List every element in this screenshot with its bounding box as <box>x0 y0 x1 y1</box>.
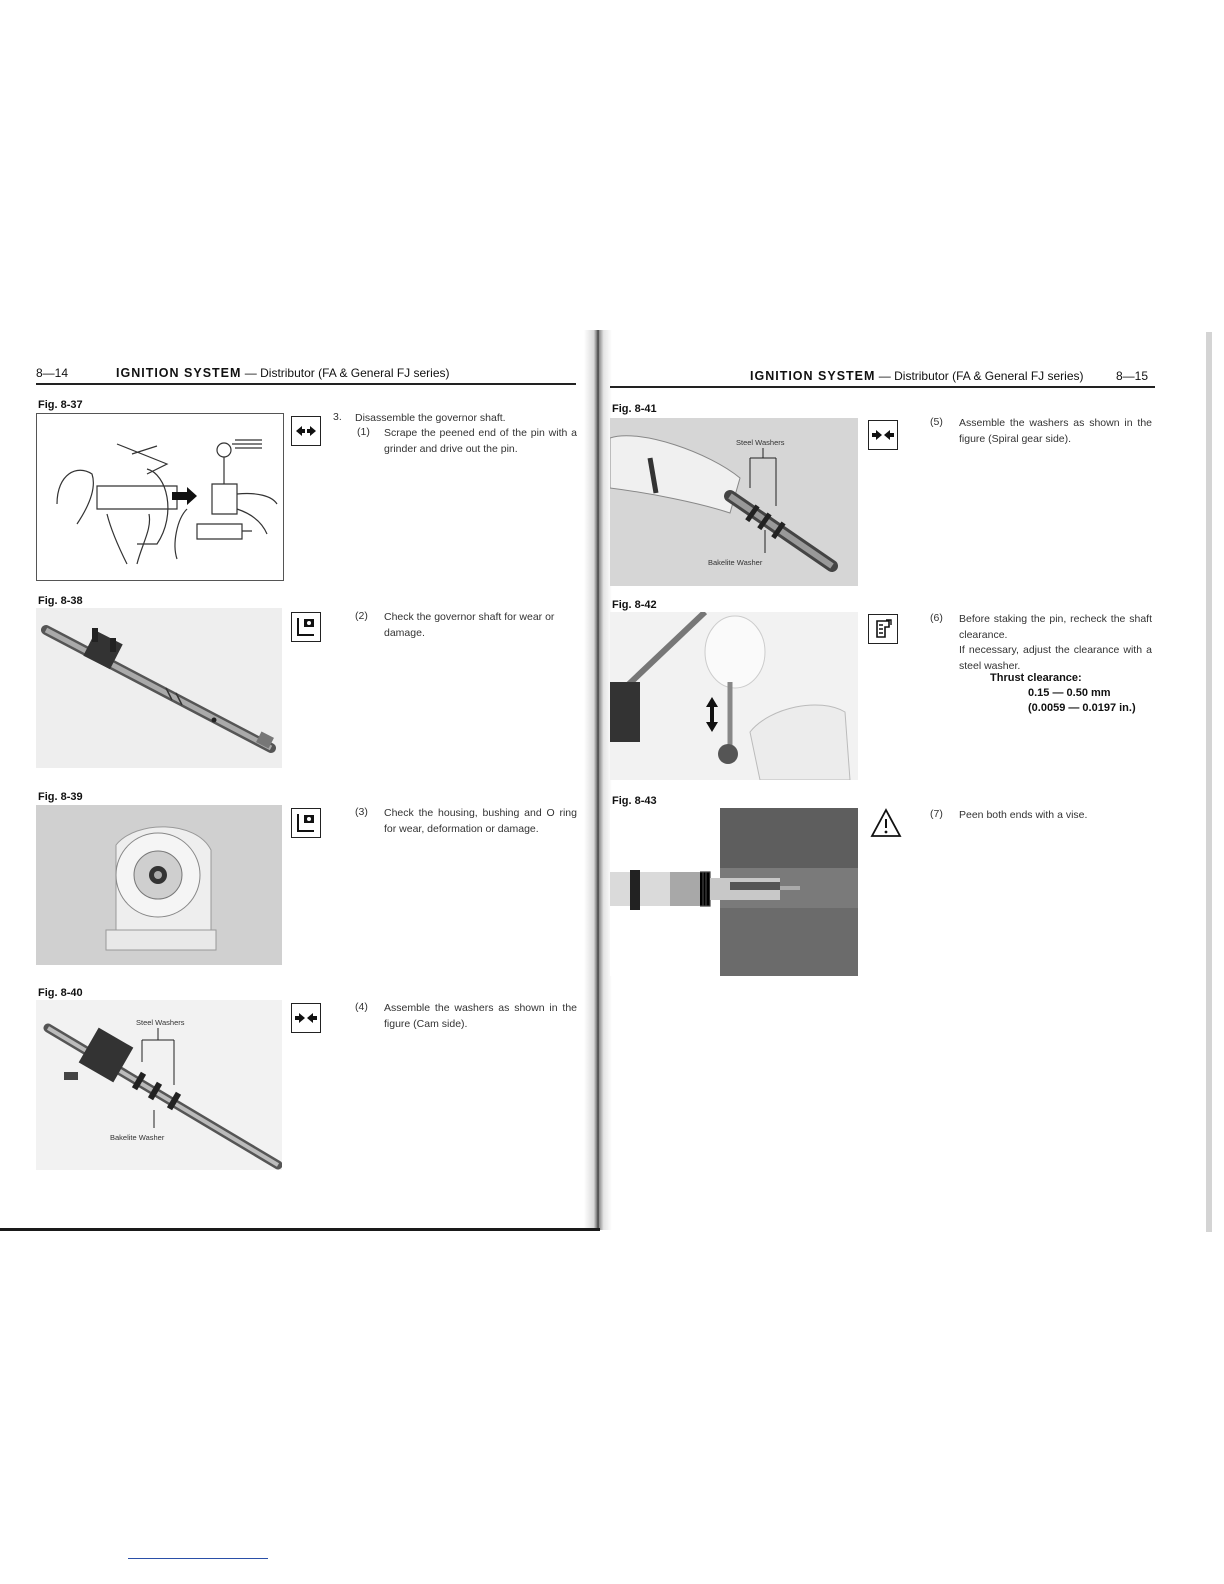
book-spine <box>584 330 612 1230</box>
steel-washers-label: Steel Washers <box>736 438 785 447</box>
fig-8-39-photo <box>36 805 282 965</box>
page-right-edge <box>1206 332 1212 1232</box>
step-3-text: Disassemble the governor shaft. <box>355 412 506 424</box>
fig-label: Fig. 8-40 <box>38 987 83 999</box>
measure-hand-icon <box>868 614 898 644</box>
step-2-number: (2) <box>355 610 368 622</box>
step-6-text-b: If necessary, adjust the clearance with a steel washer. <box>959 644 1152 672</box>
left-section-subtitle: — Distributor (FA & General FJ series) <box>241 366 450 380</box>
shaft-clearance-measurement-photo <box>610 612 858 780</box>
fig-label: Fig. 8-41 <box>612 403 657 415</box>
right-page-header <box>750 369 1084 383</box>
fig-8-37-illustration <box>36 413 284 581</box>
fig-label: Fig. 8-39 <box>38 791 83 803</box>
assemble-arrows-icon <box>291 1003 321 1033</box>
left-page-header <box>116 366 450 380</box>
step-7-text: Peen both ends with a vise. <box>959 809 1088 821</box>
left-header-rule <box>36 383 576 385</box>
fig-label: Fig. 8-42 <box>612 599 657 611</box>
bakelite-washer-label: Bakelite Washer <box>110 1133 165 1142</box>
right-page-number: 8—15 <box>1116 369 1149 383</box>
distributor-housing-photo <box>36 805 282 965</box>
step-2-text: Check the governor shaft for wear or damage. <box>384 611 555 639</box>
fig-label: Fig. 8-43 <box>612 795 657 807</box>
step-3b-text: Check the housing, bushing and O ring for wear, deformation or damage. <box>384 807 577 835</box>
fig-8-41-photo <box>610 418 858 586</box>
step-5-text: Assemble the washers as shown in the figure (Spiral gear side). <box>959 417 1152 445</box>
inspection-eye-icon <box>291 612 321 642</box>
step-3-number: 3. <box>333 411 342 423</box>
assemble-arrows-icon <box>868 420 898 450</box>
fig-8-38-photo <box>36 608 282 768</box>
fig-label: Fig. 8-37 <box>38 399 83 411</box>
right-section-subtitle: — Distributor (FA & General FJ series) <box>875 369 1084 383</box>
page-bottom-edge <box>0 1228 600 1231</box>
footer-link-underline <box>128 1558 268 1559</box>
step-1-number: (1) <box>357 426 370 438</box>
step-1-text: Scrape the peened end of the pin with a grinder and drive out the pin. <box>384 427 577 455</box>
step-4-text: Assemble the washers as shown in the figure (Cam side). <box>384 1002 577 1030</box>
bakelite-washer-label: Bakelite Washer <box>708 558 763 567</box>
thrust-clearance-in: (0.0059 — 0.0197 in.) <box>1028 702 1136 714</box>
caution-triangle-icon <box>870 808 902 838</box>
steel-washers-label: Steel Washers <box>136 1018 185 1027</box>
left-section-title: IGNITION SYSTEM <box>116 366 242 380</box>
thrust-clearance-mm: 0.15 — 0.50 mm <box>1028 687 1111 699</box>
right-header-rule <box>610 386 1155 388</box>
fig-8-42-photo <box>610 612 858 780</box>
step-7-number: (7) <box>930 808 943 820</box>
left-page-number: 8—14 <box>36 366 69 380</box>
governor-shaft-photo <box>36 608 282 768</box>
step-4-number: (4) <box>355 1001 368 1013</box>
step-3b-number: (3) <box>355 806 368 818</box>
thrust-clearance-title: Thrust clearance: <box>990 672 1082 684</box>
step-6-number: (6) <box>930 612 943 624</box>
fig-label: Fig. 8-38 <box>38 595 83 607</box>
fig-8-40-photo <box>36 1000 282 1170</box>
inspection-eye-icon <box>291 808 321 838</box>
vise-peening-photo <box>610 808 858 976</box>
disassemble-arrows-icon <box>291 416 321 446</box>
step-6-text-a: Before staking the pin, recheck the shaft clearance. <box>959 613 1152 641</box>
step-5-number: (5) <box>930 416 943 428</box>
pin-removal-drawing <box>37 414 283 580</box>
right-section-title: IGNITION SYSTEM <box>750 369 876 383</box>
fig-8-43-photo <box>610 808 858 976</box>
